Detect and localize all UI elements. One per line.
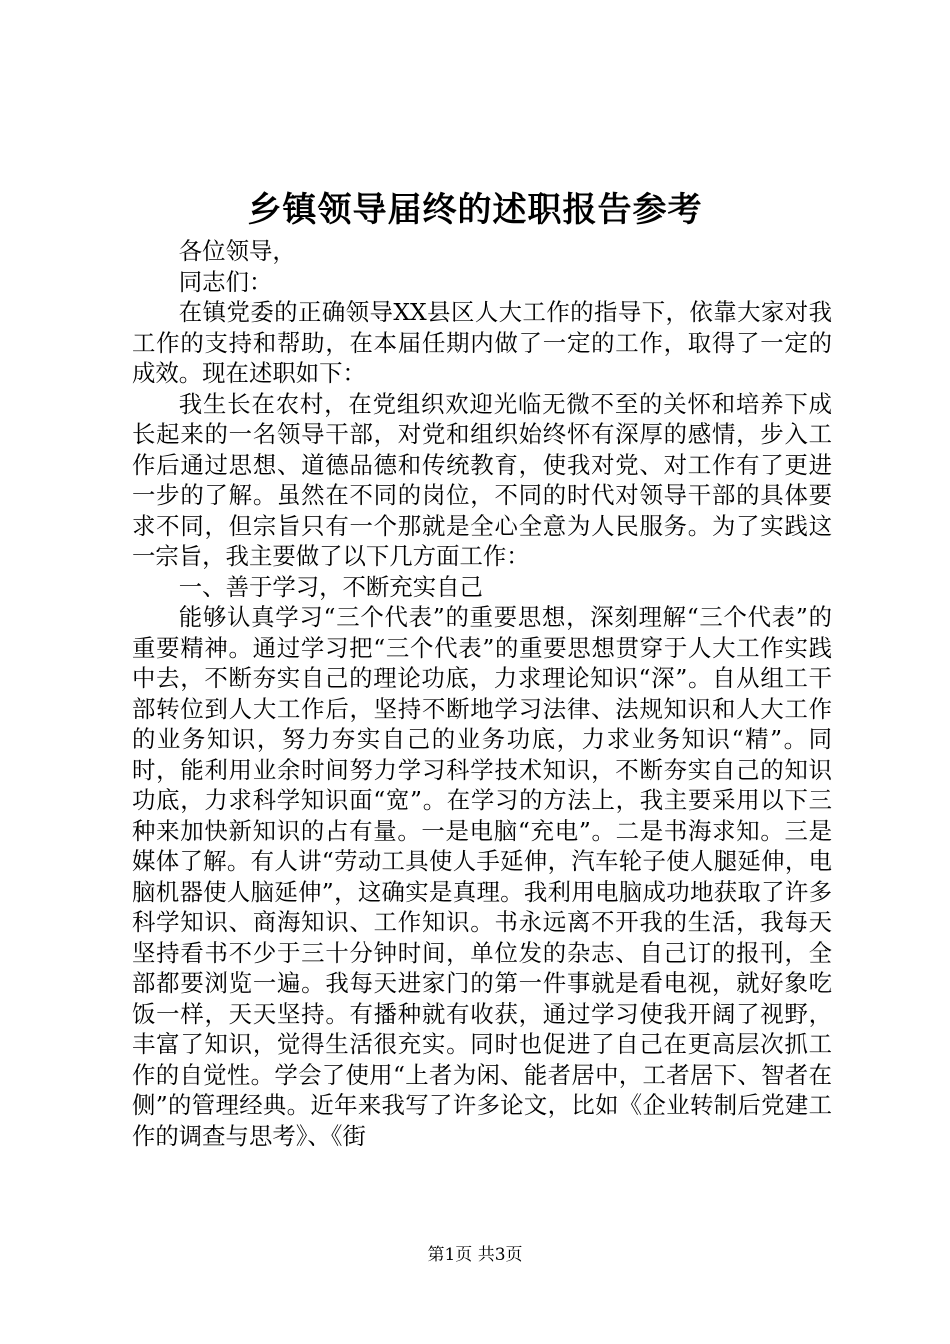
body-paragraph-background: 我生长在农村，在党组织欢迎光临无微不至的关怀和培养下成长起来的一名领导干部，对党和组织始终怀有深厚的感情，步入工作后通过思想、道德品德和传统教育，使我对党、对工作有了更进一步的了解。虽然在不同的岗位，不同的时代对领导干部的具体要求不同，但宗旨只有一个那就是全心全意为人民服务。为了实践这一宗旨，我主要做了以下几方面工作： — [132, 389, 832, 570]
document-title: 乡镇领导届终的述职报告参考 — [247, 190, 703, 230]
body-paragraph-intro: 在镇党委的正确领导XX县区人大工作的指导下，依靠大家对我工作的支持和帮助，在本届任期内做了一定的工作，取得了一定的成效。现在述职如下： — [132, 298, 832, 387]
document-body — [132, 236, 832, 1151]
page-number-footer: 第1页 共3页 — [427, 1245, 523, 1265]
salutation-comrades: 同志们： — [178, 267, 273, 296]
body-paragraph-learning: 能够认真学习“三个代表”的重要思想，深刻理解“三个代表”的重要精神。通过学习把“三个代表”的重要思想贯穿于人大工作实践中去，不断夯实自己的理论功底，力求理论知识“深”。自从组工干部转位到人大工作后，坚持不断地学习法律、法规知识和人大工作的业务知识，努力夯实自己的业务功底，力求业务知识“精”。同时，能利用业余时间努力学习科学技术知识，不断夯实自己的知识功底，力求科学知识面“宽”。在学习的方法上，我主要采用以下三种来加快新知识的占有量。一是电脑“充电”。二是书海求知。三是媒体了解。有人讲“劳动工具使人手延伸，汽车轮子使人腿延伸，电脑机器使人脑延伸”，这确实是真理。我利用电脑成功地获取了许多科学知识、商海知识、工作知识。书永远离不开我的生活，我每天坚持看书不少于三十分钟时间，单位发的杂志、自己订的报刊，全部都要浏览一遍。我每天进家门的第一件事就是看电视，就好象吃饭一样，天天坚持。有播种就有收获，通过学习使我开阔了视野，丰富了知识，觉得生活很充实。同时也促进了自己在更高层次抓工作的自觉性。学会了使用“上者为闲、能者居中，工者居下、智者在侧”的管理经典。近年来我写了许多论文，比如《企业转制后党建工作的调查与思考》、《街 — [132, 603, 832, 1150]
salutation-leaders: 各位领导， — [178, 237, 296, 265]
section-heading-1: 一、善于学习，不断充实自己 — [178, 572, 483, 601]
